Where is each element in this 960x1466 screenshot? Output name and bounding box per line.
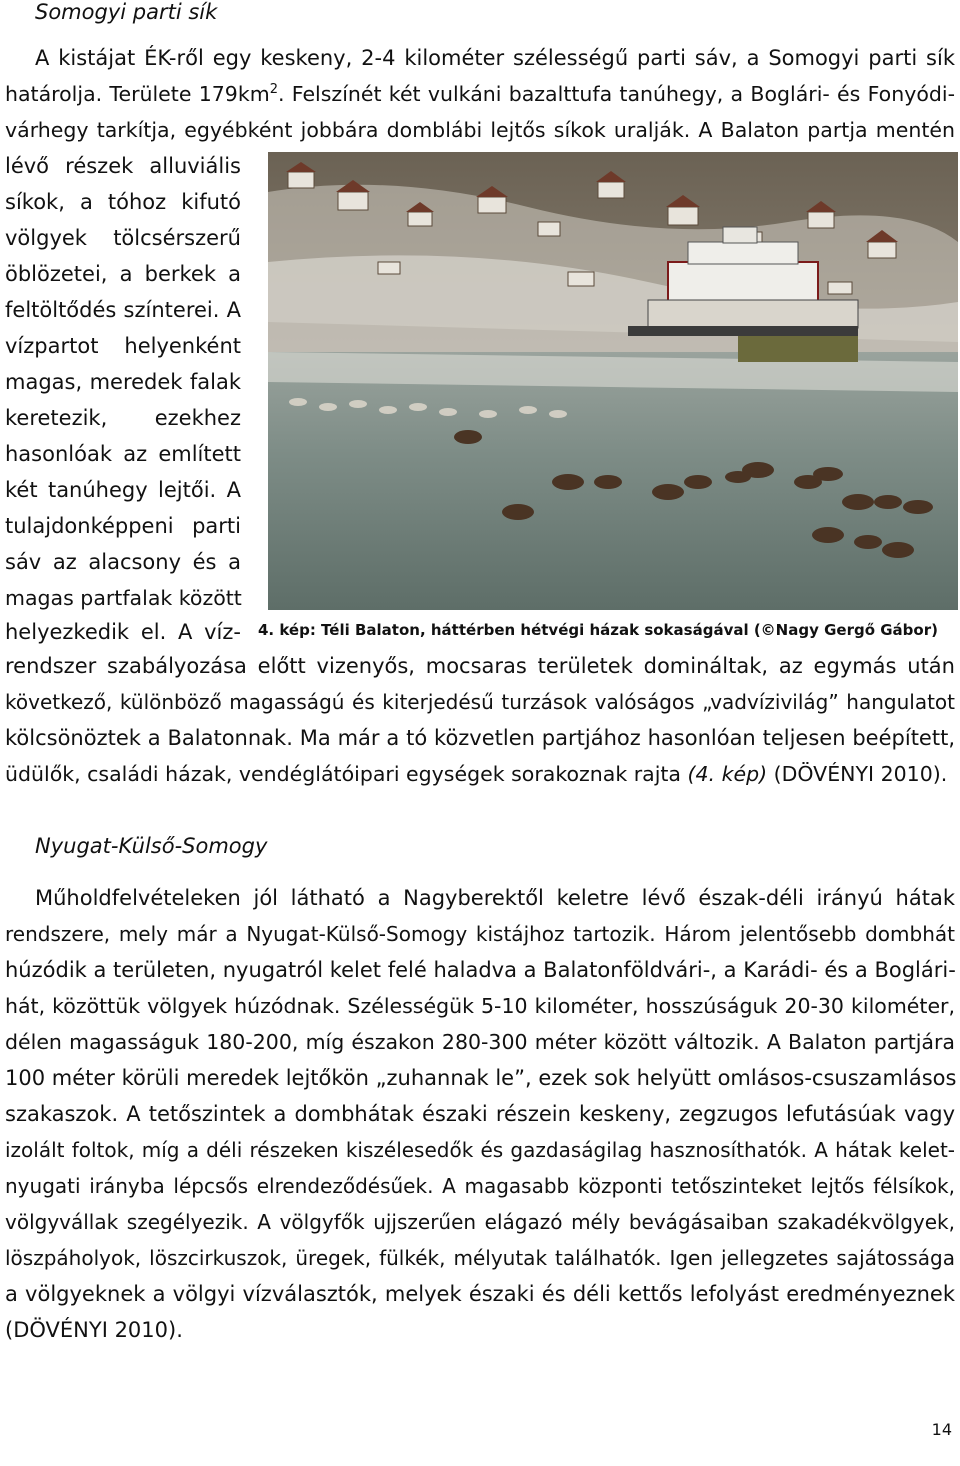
paragraph-line: löszpáholyok, löszcirkuszok, üregek, fülkék, mélyutak találhatók. Igen jellegzetes sajátossága xyxy=(5,1246,955,1270)
paragraph-line: vízpartot helyenként xyxy=(5,334,241,358)
winter-balaton-photo xyxy=(268,152,958,610)
paragraph-line: kölcsönöztek a Balatonnak. Ma már a tó közvetlen partjához hasonlóan teljesen beépített, xyxy=(5,726,955,750)
paragraph-line: feltöltődés színterei. A xyxy=(5,298,241,322)
paragraph-line: nyugati irányba lépcsős elrendeződésűek. A magasabb központi tetőszinteket lejtős félsíkok, xyxy=(5,1174,955,1198)
paragraph-line: várhegy tarkítja, egyébként jobbára domblábi lejtős síkok uralják. A Balaton partja mentén xyxy=(5,118,955,142)
paragraph-line: izolált foltok, míg a déli részeken kiszélesedők és gazdaságilag hasznosíthatók. A hátak kelet- xyxy=(5,1138,955,1162)
paragraph-line: öblözetei, a berkek a xyxy=(5,262,241,286)
paragraph-fragment: határolja. Területe 179km xyxy=(5,82,270,106)
paragraph-line: völgyvállak szegélyezik. A völgyfők ujjszerűen elágazó mély bevágásaiban szakadékvölgyek, xyxy=(5,1210,955,1234)
paragraph-line: Műholdfelvételeken jól látható a Nagyberektől keletre lévő észak-déli irányú hátak xyxy=(35,886,955,910)
paragraph-line: 100 méter körüli meredek lejtőkön „zuhannak le”, ezek sok helyütt omlásos-csuszamlásos xyxy=(5,1066,957,1090)
paragraph-line: A kistájat ÉK-ről egy keskeny, 2-4 kilométer szélességű parti sáv, a Somogyi parti sík xyxy=(35,46,955,70)
paragraph-line: helyezkedik el. A víz- xyxy=(5,620,241,644)
paragraph-line: rendszere, mely már a Nyugat-Külső-Somogy kistájhoz tartozik. Három jelentősebb dombhát xyxy=(5,922,955,946)
paragraph-fragment: üdülők, családi házak, vendéglátóipari egységek sorakoznak rajta xyxy=(5,762,688,786)
paragraph-line: a völgyeknek a völgyi vízválasztók, melyek északi és déli kettős lefolyást eredményeznek xyxy=(5,1282,955,1306)
paragraph-line: síkok, a tóhoz kifutó xyxy=(5,190,241,214)
paragraph-line: lévő részek alluviális xyxy=(5,154,241,178)
paragraph-line: tulajdonképpeni parti xyxy=(5,514,241,538)
section-title-somogyi-parti-sik: Somogyi parti sík xyxy=(35,0,218,24)
paragraph-line: magas, meredek falak xyxy=(5,370,241,394)
paragraph-line: (DÖVÉNYI 2010). xyxy=(5,1318,183,1342)
paragraph-line: völgyek tölcsérszerű xyxy=(5,226,241,250)
paragraph-line: rendszer szabályozása előtt vizenyős, mocsaras területek domináltak, az egymás után xyxy=(5,654,955,678)
paragraph-line: hasonlóak az említett xyxy=(5,442,241,466)
paragraph-line: magas partfalak között xyxy=(5,586,242,610)
paragraph-line xyxy=(5,756,955,792)
paragraph-line xyxy=(5,76,955,112)
paragraph-fragment: (DÖVÉNYI 2010). xyxy=(767,762,948,786)
figure-reference: (4. kép) xyxy=(687,762,768,786)
paragraph-line: szakaszok. A tetőszintek a dombhátak északi részein keskeny, zegzugos lefutásúak vagy xyxy=(5,1102,955,1126)
paragraph-line: keretezik, ezekhez xyxy=(5,406,241,430)
paragraph-line: hát, közöttük völgyek húzódnak. Szélességük 5-10 kilométer, hosszúságuk 20-30 kilométer, xyxy=(5,994,955,1018)
figure-caption: 4. kép: Téli Balaton, háttérben hétvégi házak sokaságával (©Nagy Gergő Gábor) xyxy=(258,621,938,639)
superscript: 2 xyxy=(269,82,278,98)
paragraph-line: húzódik a területen, nyugatról kelet felé haladva a Balatonföldvári-, a Karádi- és a Boglári- xyxy=(5,958,956,982)
paragraph-line: délen magasságuk 180-200, míg északon 280-300 méter között változik. A Balaton partjára xyxy=(5,1030,955,1054)
paragraph-line: sáv az alacsony és a xyxy=(5,550,241,574)
paragraph-line: két tanúhegy lejtői. A xyxy=(5,478,241,502)
section-title-nyugat-kulso-somogy: Nyugat-Külső-Somogy xyxy=(35,834,268,858)
page-number: 14 xyxy=(931,1420,952,1439)
paragraph-fragment: . Felszínét két vulkáni bazalttufa tanúhegy, a Boglári- és Fonyódi- xyxy=(277,82,955,106)
paragraph-line: következő, különböző magasságú és kiterjedésű turzások valóságos „vadvízivilág” hangulatot xyxy=(5,690,955,714)
